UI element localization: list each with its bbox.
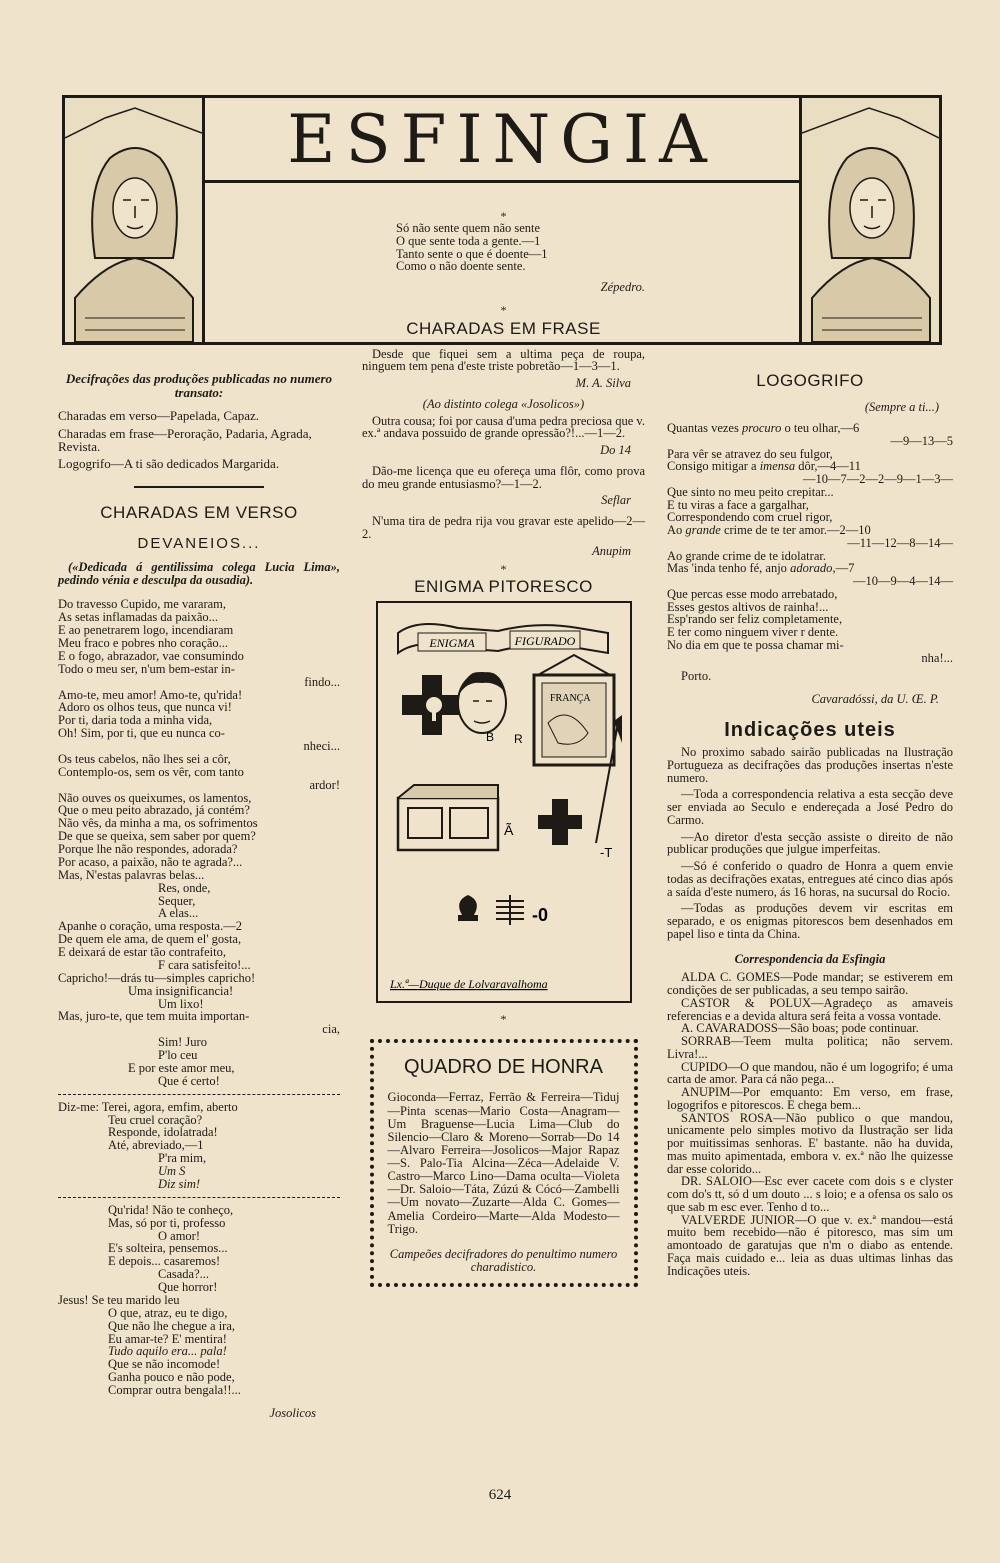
enigma-pitoresco-box [376, 601, 632, 1003]
indicacoes-title: Indicações uteis [724, 718, 896, 741]
enigma-letter-r: R [513, 731, 523, 746]
page-title: ESFINGIA [287, 101, 717, 178]
frase-1: Desde que fiquei sem a ultima peça de roupa, ninguem tem pena d'este triste pobretão—1—3—1. [362, 346, 645, 374]
decifracoes-title: Decifrações das produções publicadas no numero transato: [65, 371, 333, 400]
enigma-letter-a: Ã [503, 821, 513, 838]
poem-dedication: («Dedicada á gentilissima colega Lucia Lima», pedindo vénia e desculpa da ousadia). [58, 559, 340, 587]
poem-part-1: Do travesso Cupido, me vararam, As setas inflamadas da paixão... E ao penetrarem logo, incendiaram Meu fraco e pobres nho coração... E o fogo, abrazador, vae consumindo Todo o meu ser, n'um bem-estar in- findo... Amo-te, meu amor! Amo-te, qu'rida! Adoro os olhos teus, que nunca vi! Por ti, daria toda a minha vida, Oh! Sim, por ti, que eu nunca co- nheci... Os teus cabelos, não lhes sei a côr, Contemplo-os, sem os vêr, com tanto ardor! Não ouves os queixumes, os lamentos, Que o meu peito abrazado, já contém? Não vês, da minha a ma, os sofrimentos De que se queixa, sem saber por quem? Porque lhe não respondes, adorada? Por acaso, a paixão, não te agrada?... Mas, N'estas palavras belas... Res, onde, Sequer, A elas... Apanhe o coração, uma resposta.—2 De quem ele ama, de quem el' gosta, E deixará de estar tão contrafeito, F cara satisfeito!... Capricho!—drás tu—simples capricho! Uma insignificancia! Um lixo! Mas, juro-te, que tem muita importan- cia, Sim! Juro P'lo ceu E por este amor meu, Que é certo! [58, 597, 340, 1088]
indicacoes-list: No proximo sabado sairão publicadas na Ilustração Portugueza as decifrações das produções insertas n'este numero. —Toda a correspondencia relativa a esta secção deve ser enviada ao Seculo e endereçada a José Pedro do Carmo. —Ao diretor d'esta secção assiste o direito de não publicar produções que julgue imperfeitas. —Só é conferido o quadro de Honra a quem envie todas as decifrações exatas, entregues até cinco dias após a saída d'este numero, ás 16 horas, na sucursal do Rocio. —Todas as produções devem vir escritas em separado, e os enigmas pitorescos bem desenhados em papel liso e tinta da China. [667, 745, 953, 941]
left-column: Decifrações das produções publicadas no numero transato: Charadas em verso—Papelada, Capaz. Charadas em frase—Peroração, Padaria, Agrada, Revista. Logogrifo—A ti são dedicados Margarida. CHARADAS EM VERSO DEVANEIOS... («Dedicada á gentilissima colega Lucia Lima», pedindo vénia e desculpa da ousadia). Do travesso Cupido, me vararam, As setas inflamadas da paixão... E ao penetrarem logo, incendiaram Meu fraco e pobres nho coração... E o fogo, abrazador, vae consumindo Todo o meu ser, n'um bem-estar in- findo... Amo-te, meu amor! Amo-te, qu'rida! Adoro os olhos teus, que nunca vi! Por ti, daria toda a minha vida, Oh! Sim, por ti, que eu nunca co- nheci... Os teus cabelos, não lhes sei a côr, Contemplo-os, sem os vêr, com tanto ardor! Não ouves os queixumes, os lamentos, Que o meu peito abrazado, já contém? Não vês, da minha a ma, os sofrimentos De que se queixa, sem saber por quem? Porque lhe não respondes, adorada? Por acaso, a paixão, não te agrada?... Mas, N'estas palavras belas... Res, onde, Sequer, A elas... Apanhe o coração, uma resposta.—2 De quem ele ama, de quem el' gosta, E deixará de estar tão contrafeito, F cara satisfeito!... Capricho!—drás tu—simples capricho! Uma insignificancia! Um lixo! Mas, juro-te, que tem muita importan- cia, Sim! Juro P'lo ceu E por este amor meu, Que é certo! Diz-me: Terei, agora, emfim, aberto Teu cruel coração? Responde, idolatrada! Até, abreviado,—1 P'ra mim, Um S Diz sim! Qu'rida! Não te conheço, Mas, só por ti, professo O amor! E's solteira, pensemos... E depois... casaremos! Casada?... Que horror! Jesus! Se teu marido leu O que, atraz, eu te digo, Que não lhe chegue a ira, Eu amar-te? E' mentira! Tudo aquilo era... pala! Que se não incomode! Ganha pouco e não pode, Comprar outra bengala!!... Josolicos [58, 371, 340, 1420]
sphinx-illustration-right [799, 95, 942, 345]
title-band [205, 95, 799, 183]
enigma-france-label: FRANÇA [549, 692, 591, 704]
frase-3: Dão-me licença que eu ofereça uma flôr, como prova do meu grande entusiasmo?—1—2. [362, 463, 645, 491]
charadas-frase-title: CHARADAS EM FRASE [406, 319, 601, 339]
poem-title: DEVANEIOS... [137, 534, 261, 552]
right-column: LOGOGRIFO (Sempre a ti...) Quantas vezes procuro o teu olhar,—6 —9—13—5 Para vêr se atravez do seu fulgor, Consigo mitigar a imensa dôr,—4—11 —10—7—2—2—9—1—3— Que sinto no meu peito crepitar... E tu viras a face a gargalhar, Correspondendo com cruel rigor, Ao grande crime de te ter amor.—2—10 —11—12—8—14— Ao grande crime de te idolatrar. Mas 'inda tenho fé, anjo adorado,—7 —10—9—4—14— Que percas esse modo arrebatado, Esses gestos altivos de rainha!... Esp'rando ser feliz completamente, E ter como ninguem viver r dente. No dia em que te possa chamar mi- nha!... Porto. Cavaradóssi, da U. Œ. P. Indicações uteis No proximo sabado sairão publicadas na Ilustração Portugueza as decifrações das produções insertas n'este numero. —Toda a correspondencia relativa a esta secção deve ser enviada ao Seculo e endereçada a José Pedro do Carmo. —Ao diretor d'esta secção assiste o direito de não publicar produções que julgue imperfeitas. —Só é conferido o quadro de Honra a quem envie todas as decifrações exatas, entregues até cinco dias após a saída d'este numero, ás 16 horas, na sucursal do Rocio. —Todas as produções devem vir escritas em separado, e os enigmas pitorescos bem desenhados em papel liso e tinta da China. Correspondencia da Esfingia ALDA C. GOMES—Pode mandar; se estiverem em condições de ser publicadas, a seu tempo sairão. CASTOR & POLUX—Agradeço as amaveis referencias e a devida altura será feita a vossa vontade. A. CAVARADOSS—São boas; pode continuar. SORRAB—Teem multa politica; não servem. Livra!... CUPIDO—O que mandou, não é um logogrifo; é uma carta de amor. Para cá não pega... ANUPIM—Por emquanto: Em verso, em frase, logogrifos e pitorescos. E chega bem... SANTOS ROSA—Não publico o que mandou, unicamente pelo simples motivo da Ilustração ser lida por muitissimas senhoras. E' bastante. não ha duvida, mas muito apimentada, embora v. ex.ª não lhe quizesse dar esse colorido... DR. SALOIO—Esc ever cacete com dois s e clyster com do's tt, só d um douto ... s loio; e a ofensa os salo os que sab m esc ever. Tenho d to... VALVERDE JUNIOR—O que v. ex.ª mandou—está muito bem recebido—não é pitoresco, mas sim um amontoado de garatujas que n'm o diabo as entende. Faça mais cuidado e... leia as duas ultimas linhas das Indicações uteis. [667, 371, 953, 1278]
enigma-title: ENIGMA PITORESCO [414, 576, 593, 596]
correspondencia-list: ALDA C. GOMES—Pode mandar; se estiverem em condições de ser publicadas, a seu tempo sairão. CASTOR & POLUX—Agradeço as amaveis referencias e a devida altura será feita a vossa vontade. A. CAVARADOSS—São boas; pode continuar. SORRAB—Teem multa politica; não servem. Livra!... CUPIDO—O que mandou, não é um logogrifo; é uma carta de amor. Para cá não pega... ANUPIM—Por emquanto: Em verso, em frase, logogrifos e pitorescos. E chega bem... SANTOS ROSA—Não publico o que mandou, unicamente pelo simples motivo da Ilustração ser lida por muitissimas senhoras. E' bastante. não ha duvida, mas muito apimentada, embora v. ex.ª não lhe quizesse dar esse colorido... DR. SALOIO—Esc ever cacete com dois s e clyster com do's tt, só d um douto ... s loio; e a ofensa os salo os que sab m esc ever. Tenho d to... VALVERDE JUNIOR—O que v. ex.ª mandou—está muito bem recebido—não é pitoresco, mas sim um amontoado de garatujas que n'm o diabo as entende. Faça mais cuidado e... leia as duas ultimas linhas das Indicações uteis. [667, 970, 953, 1278]
enigma-letter-o: -0 [531, 904, 548, 925]
enigma-letter-b: B [485, 729, 494, 744]
sphinx-illustration-left [62, 95, 205, 345]
poem-part-2: Diz-me: Terei, agora, emfim, aberto Teu cruel coração? Responde, idolatrada! Até, abreviado,—1 P'ra mim, Um S Diz sim! [58, 1099, 238, 1191]
middle-column: * Só não sente quem não sente O que sente toda a gente.—1 Tanto sente o que é doente—1 Como o não doente sente. Zépedro. * CHARADAS EM FRASE Desde que fiquei sem a ultima peça de roupa, ninguem tem pena d'este triste pobretão—1—3—1. M. A. Silva (Ao distinto colega «Josolicos») Outra cousa; foi por causa d'uma pedra preciosa que v. ex.ª andava possuido de grande opressão?!...—1—2. Do 14 Dão-me licença que eu ofereça uma flôr, como prova do meu grande entusiasmo?—1—2. Seflar N'uma tira de pedra rija vou gravar este apelido—2—2. Anupim * ENIGMA PITORESCO ENIGMA FIGURADO B R FRANÇA Ã -T -0 Lx.ª—Duque de Lolvaravalhoma * QUADRO DE HONRA Gioconda—Ferraz, Ferrão & Ferreira—Tiduj—Pinta scenas—Mario Costa—Anagram—Um Braguense—Lucia Lima—Club do Silencio—Claro & Moreno—Sorrab—Do 14—Alvaro Ferreira—Josolicos—Major Rapaz—S. Palo-Tia Alcina—Zéca—Adelaide V. Castro—Marco Lino—Dama oculta—Violeta—Dr. Saloio—Táta, Zúzú & Cócó—Zambelli—Um novato—Zuzarte—Alda C. Gomes—Amelia Cordeiro—Marte—Alda Modesto—Trigo. Campeões decifradores do penultimo numero charadistico. [362, 210, 645, 1287]
quadro-de-honra-list: Gioconda—Ferraz, Ferrão & Ferreira—Tiduj—Pinta scenas—Mario Costa—Anagram—Um Braguense—Lucia Lima—Club do Silencio—Claro & Moreno—Sorrab—Do 14—Alvaro Ferreira—Josolicos—Major Rapaz—S. Palo-Tia Alcina—Zéca—Adelaide V. Castro—Marco Lino—Dama oculta—Violeta—Dr. Saloio—Táta, Zúzú & Cócó—Zambelli—Um novato—Zuzarte—Alda C. Gomes—Amelia Cordeiro—Marte—Alda Modesto—Trigo. [387, 1090, 620, 1236]
quadro-de-honra-footer: Campeões decifradores do penultimo numero charadistico. [389, 1246, 618, 1274]
page-number: 624 [488, 1487, 512, 1503]
logogrifo-title: LOGOGRIFO [756, 371, 864, 390]
top-quatrain: Só não sente quem não sente O que sente toda a gente.—1 Tanto sente o que é doente—1 Como o não doente sente. [396, 221, 548, 274]
charadas-verso-title: CHARADAS EM VERSO [100, 503, 298, 523]
enigma-letter-t: -T [599, 844, 612, 860]
quadro-de-honra [370, 1039, 638, 1287]
correspondencia-title: Correspondencia da Esfingia [734, 951, 886, 966]
frase-2: Outra cousa; foi por causa d'uma pedra preciosa que v. ex.ª andava possuido de grande opressão?!...—1—2. [362, 413, 645, 441]
quadro-de-honra-title: QUADRO DE HONRA [404, 1056, 603, 1079]
frase-4: N'uma tira de pedra rija vou gravar este apelido—2—2. [362, 514, 645, 541]
quatrain-author: Zépedro. [600, 280, 645, 295]
logogrifo-author: Cavaradóssi, da U. Œ. P. [811, 692, 939, 707]
enigma-banner-right: FIGURADO [514, 633, 575, 648]
enigma-signature: Lx.ª—Duque de Lolvaravalhoma [389, 976, 548, 991]
poem-part-3: Qu'rida! Não te conheço, Mas, só por ti, professo O amor! E's solteira, pensemos... E depois... casaremos! Casada?... Que horror! Jesus! Se teu marido leu O que, atraz, eu te digo, Que não lhe chegue a ira, Eu amar-te? E' mentira! Tudo aquilo era... pala! Que se não incomode! Ganha pouco e não pode, Comprar outra bengala!!... [58, 1202, 241, 1398]
poem-author: Josolicos [269, 1405, 316, 1420]
enigma-banner-left: ENIGMA [428, 635, 475, 650]
logogrifo-poem: Quantas vezes procuro o teu olhar,—6 —9—13—5 Para vêr se atravez do seu fulgor, Consigo mitigar a imensa dôr,—4—11 —10—7—2—2—9—1—3— Que sinto no meu peito crepitar... E tu viras a face a gargalhar, Correspondendo com cruel rigor, Ao grande crime de te ter amor.—2—10 —11—12—8—14— Ao grande crime de te idolatrar. Mas 'inda tenho fé, anjo adorado,—7 —10—9—4—14— Que percas esse modo arrebatado, Esses gestos altivos de rainha!... Esp'rando ser feliz completamente, E ter como ninguem viver r dente. No dia em que te possa chamar mi- nha!... [667, 421, 953, 665]
